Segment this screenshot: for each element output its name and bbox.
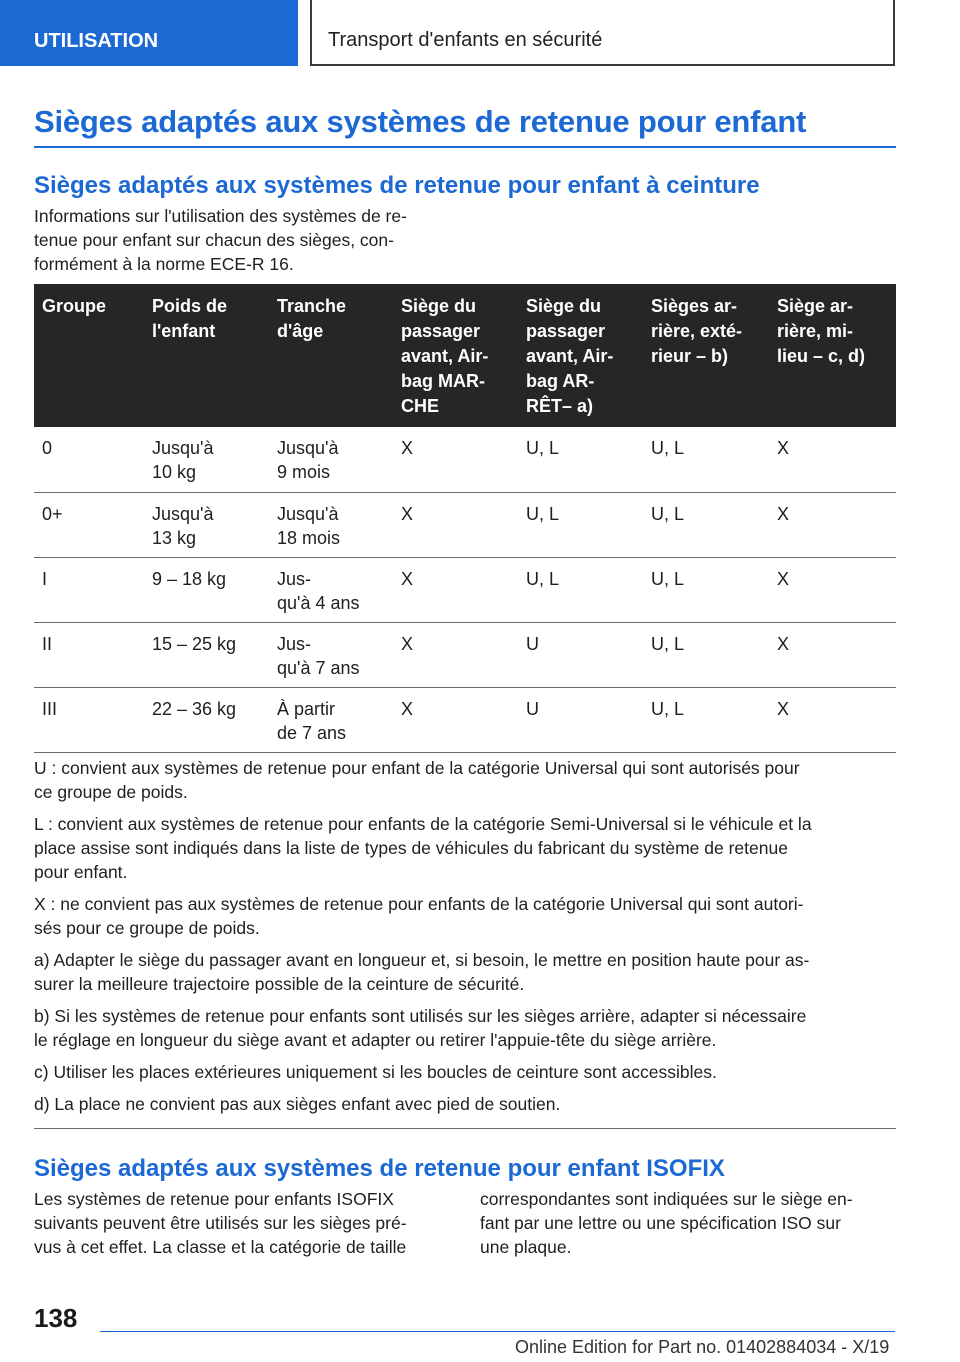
cell-line: Jus-: [277, 633, 312, 654]
table-cell: [643, 622, 769, 687]
footer-edition: Online Edition for Part no. 01402884034 - X/19: [515, 1337, 890, 1357]
cell-line: 22 – 36 kg: [152, 698, 237, 719]
note-line: X : ne convient pas aux systèmes de retenue pour enfants de la catégorie Universal qui sont autori-: [34, 894, 804, 914]
table-cell: [34, 427, 144, 492]
cell-line: X: [401, 698, 414, 719]
cell-line: À partir: [277, 698, 336, 719]
section2-col2: [480, 1187, 895, 1259]
cell-line: X: [777, 698, 790, 719]
note-line: d) La place ne convient pas aux sièges enfant avec pied de soutien.: [34, 1094, 561, 1114]
cell-line: qu'à 4 ans: [277, 592, 360, 613]
cell-line: X: [401, 503, 414, 524]
note-item: [34, 1092, 896, 1116]
note-item: [34, 1004, 896, 1052]
table-cell: [144, 492, 269, 557]
section1-title: Sièges adaptés aux systèmes de retenue pour enfant à ceinture: [34, 172, 760, 199]
table-header-cell: [643, 284, 769, 427]
cell-line: U, L: [526, 438, 560, 458]
table-cell: [518, 492, 643, 557]
cell-line: U, L: [651, 698, 685, 719]
cell-line: Jusqu'à: [277, 438, 339, 458]
note-line: pour enfant.: [34, 862, 128, 882]
seat-compatibility-table: [34, 284, 896, 753]
table-cell: [393, 622, 518, 687]
table-body: [34, 427, 896, 752]
table-cell: [34, 687, 144, 752]
cell-line: Jusqu'à: [152, 503, 214, 524]
note-item: [34, 892, 896, 940]
notes-rule: [34, 1128, 896, 1129]
body-line: une plaque.: [480, 1237, 572, 1257]
cell-line: Jus-: [277, 568, 312, 589]
header-line: avant, Air-: [526, 346, 614, 366]
cell-line: U: [526, 698, 539, 719]
table-notes: [34, 756, 896, 1124]
note-item: [34, 1060, 896, 1084]
table-cell: [518, 687, 643, 752]
footer-rule: [100, 1331, 895, 1332]
cell-line: 15 – 25 kg: [152, 633, 237, 654]
cell-line: X: [401, 438, 414, 458]
header-line: rière, mi-: [777, 321, 854, 341]
intro-line: formément à la norme ECE-R 16.: [34, 254, 294, 274]
cell-line: X: [401, 568, 414, 589]
table-cell: [518, 622, 643, 687]
table-row: [34, 492, 896, 557]
header-line: Tranche: [277, 296, 347, 316]
cell-line: U, L: [526, 568, 560, 589]
table-cell: [518, 427, 643, 492]
table-cell: [769, 427, 896, 492]
note-line: le réglage en longueur du siège avant et adapter ou retirer l'appuie-tête du siège arrière.: [34, 1030, 717, 1050]
table-cell: [269, 557, 393, 622]
cell-line: 18 mois: [277, 527, 341, 548]
table-header-cell: [769, 284, 896, 427]
page-header: [0, 0, 960, 66]
header-line: RÊT– a): [526, 396, 594, 416]
table-cell: [643, 492, 769, 557]
table-cell: [144, 427, 269, 492]
cell-line: X: [777, 438, 790, 458]
main-title: Sièges adaptés aux systèmes de retenue pour enfant: [34, 104, 807, 139]
header-line: lieu – c, d): [777, 346, 866, 366]
cell-line: 9 mois: [277, 462, 331, 482]
section2-col1: [34, 1187, 464, 1259]
table-row: [34, 427, 896, 492]
cell-line: I: [42, 568, 48, 589]
header-line: Poids de: [152, 296, 228, 316]
note-line: sés pour ce groupe de poids.: [34, 918, 260, 938]
table-cell: [144, 557, 269, 622]
header-line: d'âge: [277, 321, 324, 341]
cell-line: 9 – 18 kg: [152, 568, 227, 589]
cell-line: X: [777, 633, 790, 654]
cell-line: X: [777, 568, 790, 589]
header-line: l'enfant: [152, 321, 216, 341]
table-cell: [518, 557, 643, 622]
section-tab: UTILISATION: [0, 0, 298, 66]
cell-line: X: [777, 503, 790, 524]
header-line: passager: [526, 321, 606, 341]
table-cell: [643, 687, 769, 752]
table-cell: [144, 687, 269, 752]
table-cell: [269, 687, 393, 752]
cell-line: X: [401, 633, 414, 654]
chapter-title: Transport d'enfants en sécurité: [310, 0, 895, 66]
table-row: [34, 622, 896, 687]
cell-line: U, L: [651, 503, 685, 524]
header-line: bag AR-: [526, 371, 595, 391]
header-line: Siège ar-: [777, 296, 854, 316]
cell-line: U, L: [651, 438, 685, 458]
note-item: [34, 756, 896, 804]
table-cell: [769, 622, 896, 687]
cell-line: Jusqu'à: [277, 503, 339, 524]
page-number: 138: [34, 1303, 78, 1333]
note-line: surer la meilleure trajectoire possible de la ceinture de sécurité.: [34, 974, 525, 994]
note-line: L : convient aux systèmes de retenue pour enfants de la catégorie Semi-Universal si le véhicule et la: [34, 814, 812, 834]
header-line: Sièges ar-: [651, 296, 738, 316]
table-cell: [144, 622, 269, 687]
header-line: bag MAR-: [401, 371, 485, 391]
table-cell: [393, 492, 518, 557]
header-line: Groupe: [42, 296, 107, 316]
table-header-cell: [34, 284, 144, 427]
table-cell: [643, 427, 769, 492]
note-item: [34, 812, 896, 884]
table-header-cell: [144, 284, 269, 427]
table-header-cell: [518, 284, 643, 427]
table-cell: [34, 622, 144, 687]
cell-line: 0: [42, 438, 53, 458]
intro-line: tenue pour enfant sur chacun des sièges, con-: [34, 230, 394, 250]
note-line: ce groupe de poids.: [34, 782, 188, 802]
cell-line: II: [42, 633, 53, 654]
header-line: rière, exté-: [651, 321, 743, 341]
section2-title: Sièges adaptés aux systèmes de retenue pour enfant ISOFIX: [34, 1155, 725, 1182]
note-item: [34, 948, 896, 996]
table-header-cell: [269, 284, 393, 427]
cell-line: U: [526, 633, 539, 654]
table-header-cell: [393, 284, 518, 427]
note-line: place assise sont indiqués dans la liste de types de véhicules du fabricant du système de retenue: [34, 838, 788, 858]
table-cell: [393, 557, 518, 622]
cell-line: U, L: [651, 633, 685, 654]
cell-line: U, L: [651, 568, 685, 589]
table-cell: [769, 492, 896, 557]
title-rule: [34, 146, 896, 148]
header-line: Siège du: [401, 296, 477, 316]
cell-line: 10 kg: [152, 462, 197, 482]
cell-line: 0+: [42, 503, 63, 524]
cell-line: 13 kg: [152, 527, 197, 548]
body-line: vus à cet effet. La classe et la catégorie de taille: [34, 1237, 407, 1257]
section1-intro: [34, 204, 464, 276]
table-cell: [269, 492, 393, 557]
header-line: CHE: [401, 396, 440, 416]
body-line: Les systèmes de retenue pour enfants ISOFIX: [34, 1189, 394, 1209]
header-line: Siège du: [526, 296, 602, 316]
table-cell: [769, 687, 896, 752]
body-line: fant par une lettre ou une spécification ISO sur: [480, 1213, 841, 1233]
table-cell: [393, 427, 518, 492]
note-line: a) Adapter le siège du passager avant en longueur et, si besoin, le mettre en position haute pour as-: [34, 950, 810, 970]
cell-line: de 7 ans: [277, 722, 347, 743]
body-line: suivants peuvent être utilisés sur les sièges pré-: [34, 1213, 407, 1233]
table-cell: [269, 427, 393, 492]
table-cell: [34, 492, 144, 557]
table-cell: [34, 557, 144, 622]
cell-line: Jusqu'à: [152, 438, 214, 458]
note-line: c) Utiliser les places extérieures uniquement si les boucles de ceinture sont accessibles.: [34, 1062, 717, 1082]
cell-line: U, L: [526, 503, 560, 524]
table-header-row: [34, 284, 896, 427]
table-row: [34, 687, 896, 752]
header-line: rieur – b): [651, 346, 729, 366]
header-line: avant, Air-: [401, 346, 489, 366]
body-line: correspondantes sont indiquées sur le siège en-: [480, 1189, 853, 1209]
intro-line: Informations sur l'utilisation des systèmes de re-: [34, 206, 407, 226]
header-line: passager: [401, 321, 481, 341]
cell-line: III: [42, 698, 58, 719]
note-line: b) Si les systèmes de retenue pour enfants sont utilisés sur les sièges arrière, adapter si nécessaire: [34, 1006, 807, 1026]
table-cell: [393, 687, 518, 752]
table-cell: [269, 622, 393, 687]
note-line: U : convient aux systèmes de retenue pour enfant de la catégorie Universal qui sont autorisés pour: [34, 758, 800, 778]
table-cell: [643, 557, 769, 622]
table-row: [34, 557, 896, 622]
cell-line: qu'à 7 ans: [277, 657, 360, 678]
table-cell: [769, 557, 896, 622]
